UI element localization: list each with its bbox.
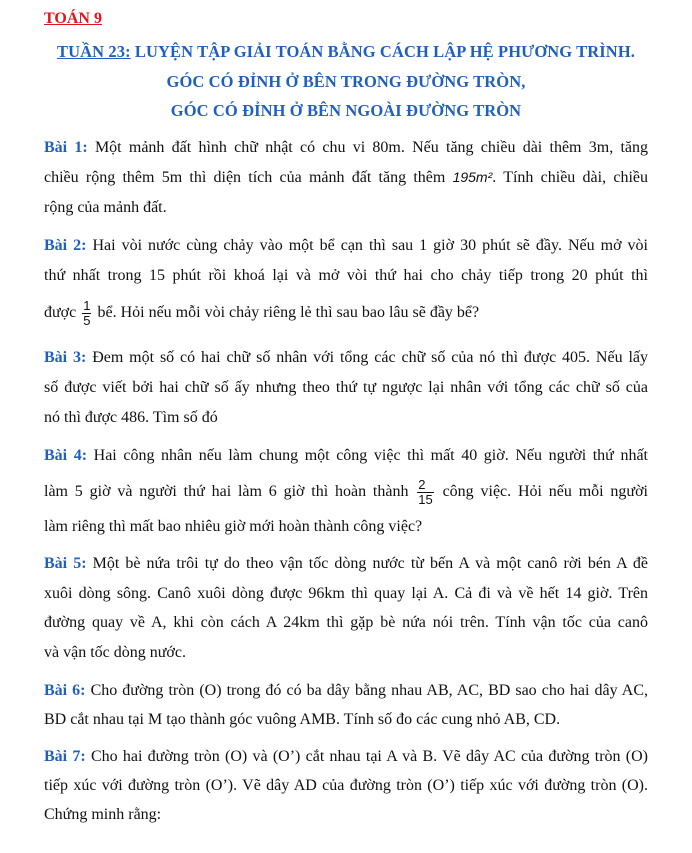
problem-text: bể. Hỏi nếu mỗi vòi chảy riêng lẻ thì sau bao lâu sẽ đầy bể? [93, 303, 480, 321]
problem-4-line-2 [44, 478, 648, 506]
week-tag: TUẦN 23: [57, 42, 131, 61]
problem-3 [44, 349, 648, 367]
problem-text: . Tính chiều dài, chiều [492, 169, 648, 186]
fraction-denominator: 15 [418, 491, 433, 507]
problem-label: Bài 6: [44, 682, 86, 699]
problem-1-line-3: rộng của mảnh đất. [44, 199, 167, 216]
problem-5 [44, 555, 648, 573]
problem-4-line-3: làm riêng thì mất bao nhiêu giờ mới hoàn thành công việc? [44, 518, 423, 535]
subject-label: TOÁN 9 [44, 10, 102, 27]
problem-text: Cho hai đường tròn (O) và (O’) cắt nhau tại A và B. Vẽ dây AC của đường tròn (O) [85, 748, 648, 765]
problem-label: Bài 5: [44, 555, 87, 572]
problem-label: Bài 1: [44, 139, 88, 156]
problem-5-line-4: và vận tốc dòng nước. [44, 644, 186, 661]
problem-label: Bài 3: [44, 349, 87, 366]
problem-1-line-2 [44, 169, 648, 187]
problem-text: Hai công nhân nếu làm chung một công việc thì mất 40 giờ. Nếu người thứ nhất [87, 447, 648, 464]
problem-text: Đem một số có hai chữ số nhân với tổng các chữ số của nó thì được 405. Nếu lấy [86, 349, 648, 366]
problem-7 [44, 748, 648, 766]
title-line-2: GÓC CÓ ĐỈNH Ở BÊN TRONG ĐƯỜNG TRÒN, [166, 72, 526, 91]
fraction-numerator: 1 [83, 298, 91, 313]
problem-text: được [44, 303, 81, 321]
fraction-numerator: 2 [417, 478, 433, 493]
title-line-1: LUYỆN TẬP GIẢI TOÁN BẰNG CÁCH LẬP HỆ PHƯƠNG TRÌNH. [130, 42, 635, 61]
fraction-denominator: 5 [83, 312, 91, 328]
problem-5-line-2: xuôi dòng sông. Canô xuôi dòng được 96km thì quay lại A. Cả đi và về hết 14 giờ. Trên [44, 585, 648, 602]
problem-text: làm 5 giờ và người thứ hai làm 6 giờ thì hoàn thành [44, 482, 416, 500]
problem-3-line-3: nó thì được 486. Tìm số đó [44, 409, 218, 426]
area-value: 195m² [452, 169, 493, 185]
problem-4 [44, 447, 648, 465]
problem-label: Bài 2: [44, 237, 87, 254]
problem-7-line-2: tiếp xúc với đường tròn (O’). Vẽ dây AD của đường tròn (O’) tiếp xúc với đường tròn (O). [44, 777, 648, 794]
problem-5-line-3: đường quay về A, khi còn cách A 24km thì gặp bè nứa nói trên. Tính vận tốc của canô [44, 614, 648, 631]
problem-6-line-2: BD cắt nhau tại M tạo thành góc vuông AMB. Tính số đo các cung nhỏ AB, CD. [44, 711, 561, 728]
problem-7-line-3: Chứng minh rằng: [44, 806, 162, 823]
problem-2 [44, 237, 648, 255]
problem-2-line-2: thứ nhất trong 15 phút rồi khoá lại và mở vòi thứ hai cho chảy tiếp trong 20 phút thì [44, 267, 648, 284]
problem-text: Một bè nứa trôi tự do theo vận tốc dòng nước từ bến A và một canô rời bén A đề [86, 555, 648, 572]
problem-3-line-2: số được viết bởi hai chữ số ấy nhưng theo thứ tự ngược lại nhân với tổng các chữ số của [44, 379, 648, 396]
problem-2-line-3 [44, 299, 648, 327]
problem-label: Bài 7: [44, 748, 86, 765]
problem-label: Bài 4: [44, 447, 88, 464]
problem-6 [44, 682, 648, 700]
fraction [82, 299, 91, 327]
problem-1 [44, 139, 648, 157]
week-title [20, 42, 672, 62]
problem-text: chiều rộng thêm 5m thì diện tích của mảnh đất tăng thêm [44, 169, 453, 186]
problem-text: Hai vòi nước cùng chảy vào một bể cạn thì sau 1 giờ 30 phút sẽ đầy. Nếu mở vòi [86, 237, 648, 254]
fraction [417, 478, 433, 506]
problem-text: công việc. Hỏi nếu mỗi người [435, 482, 648, 500]
problem-text: Một mảnh đất hình chữ nhật có chu vi 80m. Nếu tăng chiều dài thêm 3m, tăng [87, 139, 648, 156]
title-line-3: GÓC CÓ ĐỈNH Ở BÊN NGOÀI ĐƯỜNG TRÒN [170, 101, 522, 120]
problem-text: Cho đường tròn (O) trong đó có ba dây bằng nhau AB, AC, BD sao cho hai dây AC, [85, 682, 649, 699]
